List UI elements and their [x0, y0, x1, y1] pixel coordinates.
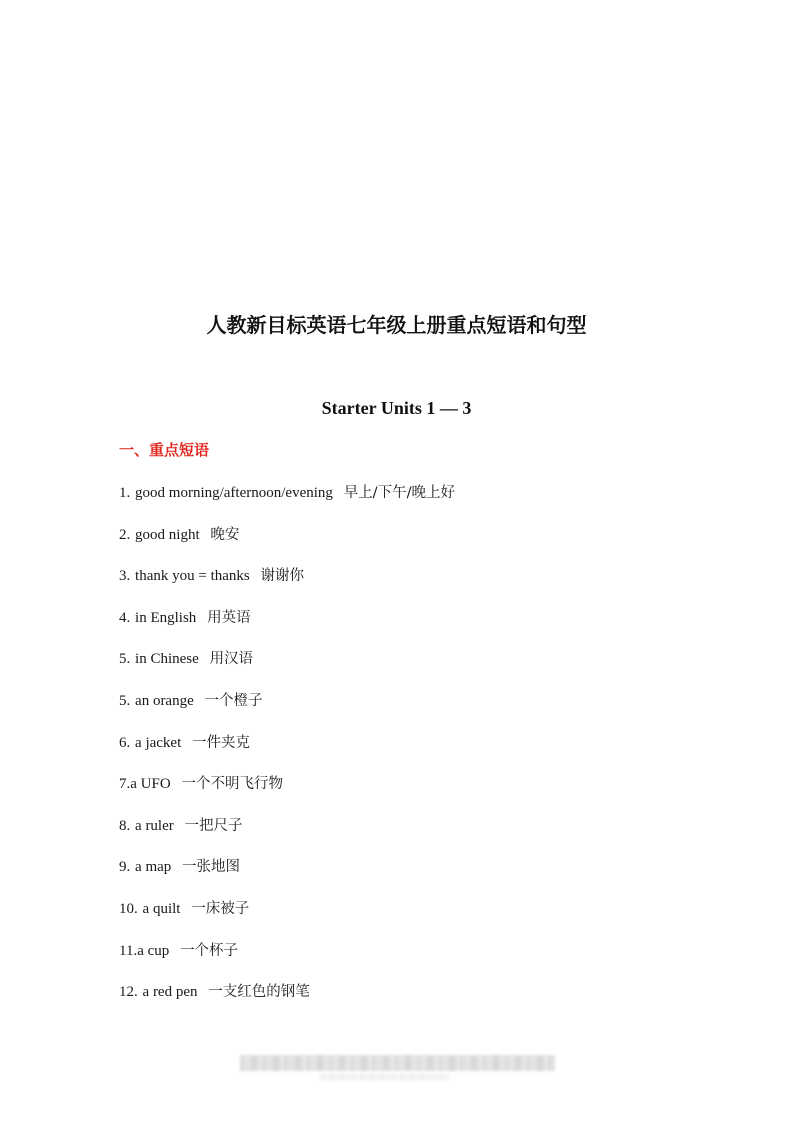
blurred-footer-watermark	[240, 1055, 555, 1071]
blurred-footer-watermark-subline	[320, 1073, 450, 1081]
phrase-english: a map	[135, 859, 172, 876]
list-item	[119, 978, 455, 1020]
phrase-chinese: 一件夹克	[192, 734, 251, 751]
phrase-chinese: 用汉语	[209, 651, 254, 668]
list-item	[119, 521, 455, 563]
phrase-number: 1.	[119, 485, 131, 501]
phrase-number: 3.	[119, 568, 131, 585]
phrase-english: a red pen	[142, 984, 198, 1001]
phrase-number: 9.	[119, 859, 131, 876]
phrase-chinese: 一支红色的钢笔	[208, 984, 310, 1001]
phrase-chinese: 晚安	[210, 526, 240, 543]
phrase-chinese: 一个不明飞行物	[181, 776, 283, 793]
phrase-list	[119, 479, 455, 1020]
phrase-number: 8.	[119, 817, 131, 834]
list-item	[119, 853, 455, 895]
phrase-english: good night	[135, 526, 200, 543]
phrase-english: a jacket	[135, 734, 182, 751]
phrase-chinese: 一床被子	[191, 900, 250, 917]
phrase-english: in Chinese	[135, 651, 199, 668]
phrase-english: a quilt	[142, 900, 181, 917]
unit-heading: Starter Units 1 — 3	[321, 398, 472, 418]
list-item	[119, 562, 455, 604]
phrase-english: in English	[135, 609, 197, 626]
phrase-english: thank you = thanks	[135, 568, 250, 585]
phrase-chinese: 早上/下午/晚上好	[343, 485, 455, 501]
document-title: 人教新目标英语七年级上册重点短语和句型	[206, 313, 587, 337]
phrase-english: a cup	[137, 942, 170, 959]
phrase-number: 11.	[119, 942, 138, 959]
list-item	[119, 687, 455, 729]
phrase-number: 5.	[119, 651, 131, 668]
section-heading-key-phrases: 一、重点短语	[119, 441, 210, 459]
phrase-chinese: 一张地图	[182, 859, 241, 876]
phrase-chinese: 一把尺子	[184, 817, 243, 834]
phrase-number: 2.	[119, 526, 131, 543]
phrase-number: 7.	[119, 776, 131, 793]
phrase-chinese: 用英语	[207, 609, 251, 626]
phrase-chinese: 谢谢你	[260, 568, 305, 585]
list-item	[119, 729, 455, 771]
list-item	[119, 937, 455, 979]
phrase-number: 6.	[119, 734, 131, 751]
phrase-english: a UFO	[130, 776, 171, 793]
list-item	[119, 895, 455, 937]
phrase-number: 4.	[119, 609, 131, 626]
phrase-english: an orange	[135, 692, 194, 709]
phrase-number: 12.	[119, 984, 138, 1001]
list-item	[119, 479, 455, 521]
phrase-english: good morning/afternoon/evening	[135, 485, 333, 501]
phrase-english: a ruler	[135, 817, 174, 834]
list-item	[119, 812, 455, 854]
list-item	[119, 645, 455, 687]
phrase-number: 5.	[119, 692, 131, 709]
phrase-number: 10.	[119, 900, 138, 917]
phrase-chinese: 一个橙子	[204, 692, 263, 709]
list-item	[119, 770, 455, 812]
list-item	[119, 604, 455, 646]
phrase-chinese: 一个杯子	[180, 942, 239, 959]
